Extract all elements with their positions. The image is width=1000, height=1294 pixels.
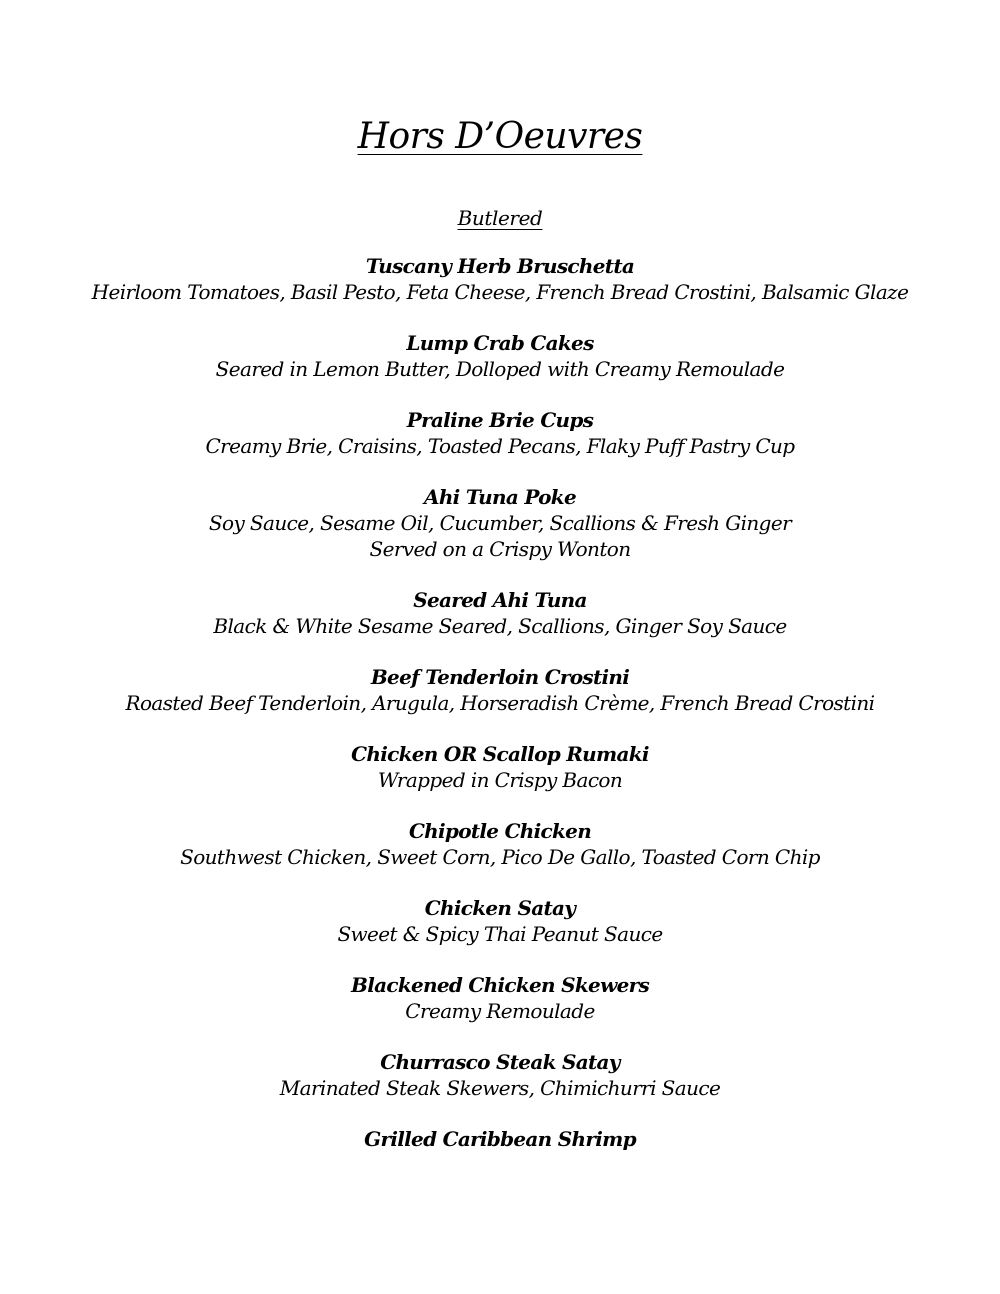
section-heading-text: Butlered <box>457 206 543 230</box>
page-title-text: Hors D’Oeuvres <box>357 116 643 157</box>
menu-item-description: Roasted Beef Tenderloin, Arugula, Horseradish Crème, French Bread Crostini <box>125 691 875 715</box>
menu-item-name: Chipotle Chicken <box>408 819 592 843</box>
menu-item-description: Sweet & Spicy Thai Peanut Sauce <box>337 922 663 946</box>
menu-item <box>0 1049 1000 1101</box>
menu-item-description: Creamy Remoulade <box>405 999 595 1023</box>
menu-item-description: Heirloom Tomatoes, Basil Pesto, Feta Cheese, French Bread Crostini, Balsamic Glaze <box>91 280 909 304</box>
menu-item-name: Churrasco Steak Satay <box>380 1050 620 1074</box>
menu-item-description: Black & White Sesame Seared, Scallions, Ginger Soy Sauce <box>213 614 787 638</box>
menu-item-name: Chicken Satay <box>424 896 576 920</box>
menu-item <box>0 1126 1000 1152</box>
menu-item-description: Marinated Steak Skewers, Chimichurri Sauce <box>279 1076 721 1100</box>
menu-item-description: Southwest Chicken, Sweet Corn, Pico De Gallo, Toasted Corn Chip <box>180 845 820 869</box>
menu-item <box>0 664 1000 716</box>
menu-item-description: Seared in Lemon Butter, Dolloped with Creamy Remoulade <box>215 357 785 381</box>
menu-item-name: Blackened Chicken Skewers <box>350 973 650 997</box>
page-title <box>0 113 1000 161</box>
menu-item-description: Wrapped in Crispy Bacon <box>377 768 623 792</box>
menu-item-name: Seared Ahi Tuna <box>413 588 587 612</box>
menu-item-name: Praline Brie Cups <box>406 408 594 432</box>
menu-item-name: Ahi Tuna Poke <box>424 485 576 509</box>
menu-item <box>0 484 1000 562</box>
menu-item <box>0 895 1000 947</box>
menu-item <box>0 330 1000 382</box>
section-heading <box>0 205 1000 231</box>
menu-item-description: Served on a Crispy Wonton <box>369 537 631 561</box>
menu-item-list <box>0 253 1000 1177</box>
menu-item <box>0 407 1000 459</box>
menu-item-name: Beef Tenderloin Crostini <box>370 665 630 689</box>
menu-item <box>0 818 1000 870</box>
menu-item <box>0 972 1000 1024</box>
menu-item <box>0 741 1000 793</box>
menu-item <box>0 587 1000 639</box>
menu-item-name: Chicken OR Scallop Rumaki <box>351 742 649 766</box>
menu-item-description: Creamy Brie, Craisins, Toasted Pecans, Flaky Puff Pastry Cup <box>205 434 795 458</box>
menu-item-name: Lump Crab Cakes <box>406 331 594 355</box>
menu-item-name: Tuscany Herb Bruschetta <box>365 254 635 278</box>
menu-item-description: Soy Sauce, Sesame Oil, Cucumber, Scallions & Fresh Ginger <box>208 511 792 535</box>
menu-item <box>0 253 1000 305</box>
menu-item-name: Grilled Caribbean Shrimp <box>364 1127 636 1151</box>
